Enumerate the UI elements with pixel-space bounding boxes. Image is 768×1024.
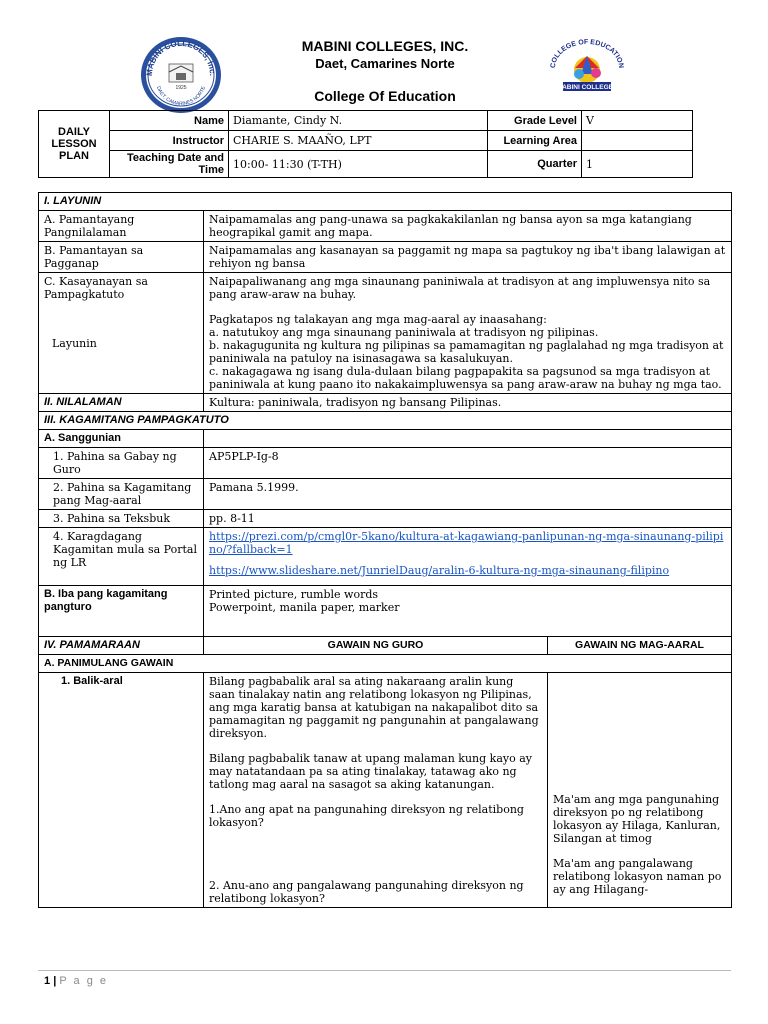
page-footer (44, 975, 108, 987)
section-layunin-title: I. LAYUNIN (39, 193, 732, 211)
balik-aral-answer-2: Ma'am ang pangalawang relatibong lokasyon naman po ay ang Hilagang- (553, 857, 722, 896)
kagamitan-line-2: Powerpoint, manila paper, marker (209, 601, 400, 614)
layunin-c: c. nakagagawa ng isang dula-dulaan bilang pagpapakita sa pagsunod sa mga tradisyon at paniniwala at kung paano ito nakakaimpluwensya sa pang araw-araw na buhay ng mga tao. (209, 365, 722, 391)
kasanayan-value: Naipapaliwanang ang mga sinaunang paniniwala at tradisyon at ang impluwensya nito sa pang araw-araw na buhay. (209, 275, 711, 301)
balik-aral-answer-1: Ma'am ang mga pangunahing direksyon po ng relatibong lokasyon ay Hilaga, Kanluran, Silangan at timog (553, 793, 721, 845)
page-separator: | (53, 975, 57, 987)
teaching-time-value: 10:00- 11:30 (T-TH) (229, 151, 488, 178)
balik-aral-question-1: 1.Ano ang apat na pangunahing direksyon ng relatibong lokasyon? (209, 803, 524, 829)
college-of-education-logo (545, 38, 629, 102)
grade-level-value: V (582, 111, 693, 131)
section-nilalaman-title: II. NILALAMAN (39, 394, 204, 412)
page-word: P a g e (59, 975, 108, 987)
page-number: 1 (44, 975, 51, 987)
kagamitan-line-1: Printed picture, rumble words (209, 588, 379, 601)
kasanayan-label: C. Kasayanayan sa Pampagkatuto (44, 275, 148, 301)
gawain-mag-aaral-header: GAWAIN NG MAG-AARAL (548, 637, 732, 655)
lesson-info-table (38, 110, 693, 178)
balik-aral-paragraph-2: Bilang pagbabalik tanaw at upang malaman kung kayo ay may natatandaan pa sa ating tinalakay, tatawag ako ng tatlong mag aaral na sasagot sa aking katanungan. (209, 752, 532, 791)
instructor-value: CHARIE S. MAAÑO, LPT (229, 131, 488, 151)
instructor-label: Instructor (110, 131, 229, 151)
svg-text:MABINI COLLEGES, Inc.: MABINI COLLEGES, Inc. (144, 38, 218, 77)
balik-aral-paragraph-1: Bilang pagbabalik aral sa ating nakaraang aralin kung saan tinalakay natin ang relatibong lokasyon ng Pilipinas, ang mga karatig bansa at katubigan na nakapalibot dito sa pamamagitan ng paggamit ng pangunahin at pangalawang direksyon. (209, 675, 539, 740)
teksbuk-value: pp. 8-11 (204, 510, 732, 528)
quarter-value: 1 (582, 151, 693, 178)
learning-area-label: Learning Area (488, 131, 582, 151)
daily-lesson-plan-label: DAILY LESSON PLAN (39, 111, 110, 178)
college-location: Daet, Camarines Norte (315, 56, 455, 71)
balik-aral-label: 1. Balik-aral (39, 673, 204, 908)
quarter-label: Quarter (488, 151, 582, 178)
nilalaman-value: Kultura: paniniwala, tradisyon ng bansang Pilipinas. (204, 394, 732, 412)
layunin-intro: Pagkatapos ng talakayan ang mga mag-aaral ay inaasahang: (209, 313, 547, 326)
name-label: Name (110, 111, 229, 131)
layunin-a: a. natutukoy ang mga sinaunang paniniwala at tradisyon ng pilipinas. (209, 326, 599, 339)
kasanayan-label-cell (39, 273, 204, 394)
sanggunian-label: A. Sanggunian (39, 430, 204, 448)
pamantayang-pangnilalaman-value: Naipamamalas ang pang-unawa sa pagkakakilanlan ng bansa ayon sa mga katangiang heograpikal gamit ang mapa. (204, 211, 732, 242)
prezi-link[interactable]: https://prezi.com/p/cmgl0r-5kano/kultura-at-kagawiang-panlipunan-ng-mga-sinaunang-pilipino/?fallback=1 (209, 530, 724, 556)
kasanayan-content (204, 273, 732, 394)
balik-aral-guro (204, 673, 548, 908)
layunin-label: Layunin (52, 337, 97, 350)
section-pamamaraan-title: IV. PAMAMARAAN (39, 637, 204, 655)
pamantayan-pagganap-value: Naipamamalas ang kasanayan sa paggamit ng mapa sa pagtukoy ng iba't ibang lalawigan at rehiyon ng bansa (204, 242, 732, 273)
name-value: Diamante, Cindy N. (229, 111, 488, 131)
panimulang-gawain-title: A. PANIMULANG GAWAIN (39, 655, 732, 673)
pamantayang-pangnilalaman-label: A. Pamantayang Pangnilalaman (39, 211, 204, 242)
footer-divider (38, 970, 731, 971)
lesson-plan-table (38, 192, 732, 908)
iba-pang-kagamitan-label: B. Iba pang kagamitang pangturo (39, 586, 204, 637)
pamantayan-pagganap-label: B. Pamantayan sa Pagganap (39, 242, 204, 273)
portal-lr-label: 4. Karagdagang Kagamitan mula sa Portal ng LR (39, 528, 204, 586)
teksbuk-label: 3. Pahina sa Teksbuk (39, 510, 204, 528)
svg-text:1925: 1925 (175, 85, 187, 91)
kagamitan-mag-aaral-value: Pamana 5.1999. (204, 479, 732, 510)
kagamitan-mag-aaral-label: 2. Pahina sa Kagamitang pang Mag-aaral (39, 479, 204, 510)
svg-text:MABINI COLLEGES: MABINI COLLEGES (556, 84, 618, 91)
svg-text:DAET, CAMARINES NORTE: DAET, CAMARINES NORTE (155, 85, 207, 108)
grade-level-label: Grade Level (488, 111, 582, 131)
mabini-colleges-seal-logo (140, 34, 222, 116)
teaching-time-label: Teaching Date and Time (110, 151, 229, 178)
gawain-guro-header: GAWAIN NG GURO (204, 637, 548, 655)
balik-aral-mag-aaral (548, 673, 732, 908)
department-title: College Of Education (314, 88, 456, 104)
college-name: MABINI COLLEGES, INC. (301, 38, 469, 54)
learning-area-value (582, 131, 693, 151)
iba-pang-kagamitan-value (204, 586, 732, 637)
section-kagamitan-title: III. KAGAMITANG PAMPAGKATUTO (39, 412, 732, 430)
layunin-b: b. nakagugunita ng kultura ng pilipinas sa pamamagitan ng paglalahad ng mga tradisyon at paniniwala na patuloy na isinasagawa sa kasalukuyan. (209, 339, 724, 365)
gabay-guro-value: AP5PLP-Ig-8 (204, 448, 732, 479)
sanggunian-empty (204, 430, 732, 448)
portal-lr-links (204, 528, 732, 586)
slideshare-link[interactable]: https://www.slideshare.net/JunrielDaug/aralin-6-kultura-ng-mga-sinaunang-filipino (209, 564, 670, 577)
balik-aral-question-2: 2. Anu-ano ang pangalawang pangunahing direksyon ng relatibong lokasyon? (209, 879, 524, 905)
gabay-guro-label: 1. Pahina sa Gabay ng Guro (39, 448, 204, 479)
svg-text:COLLEGE OF EDUCATION: COLLEGE OF EDUCATION (549, 38, 625, 69)
